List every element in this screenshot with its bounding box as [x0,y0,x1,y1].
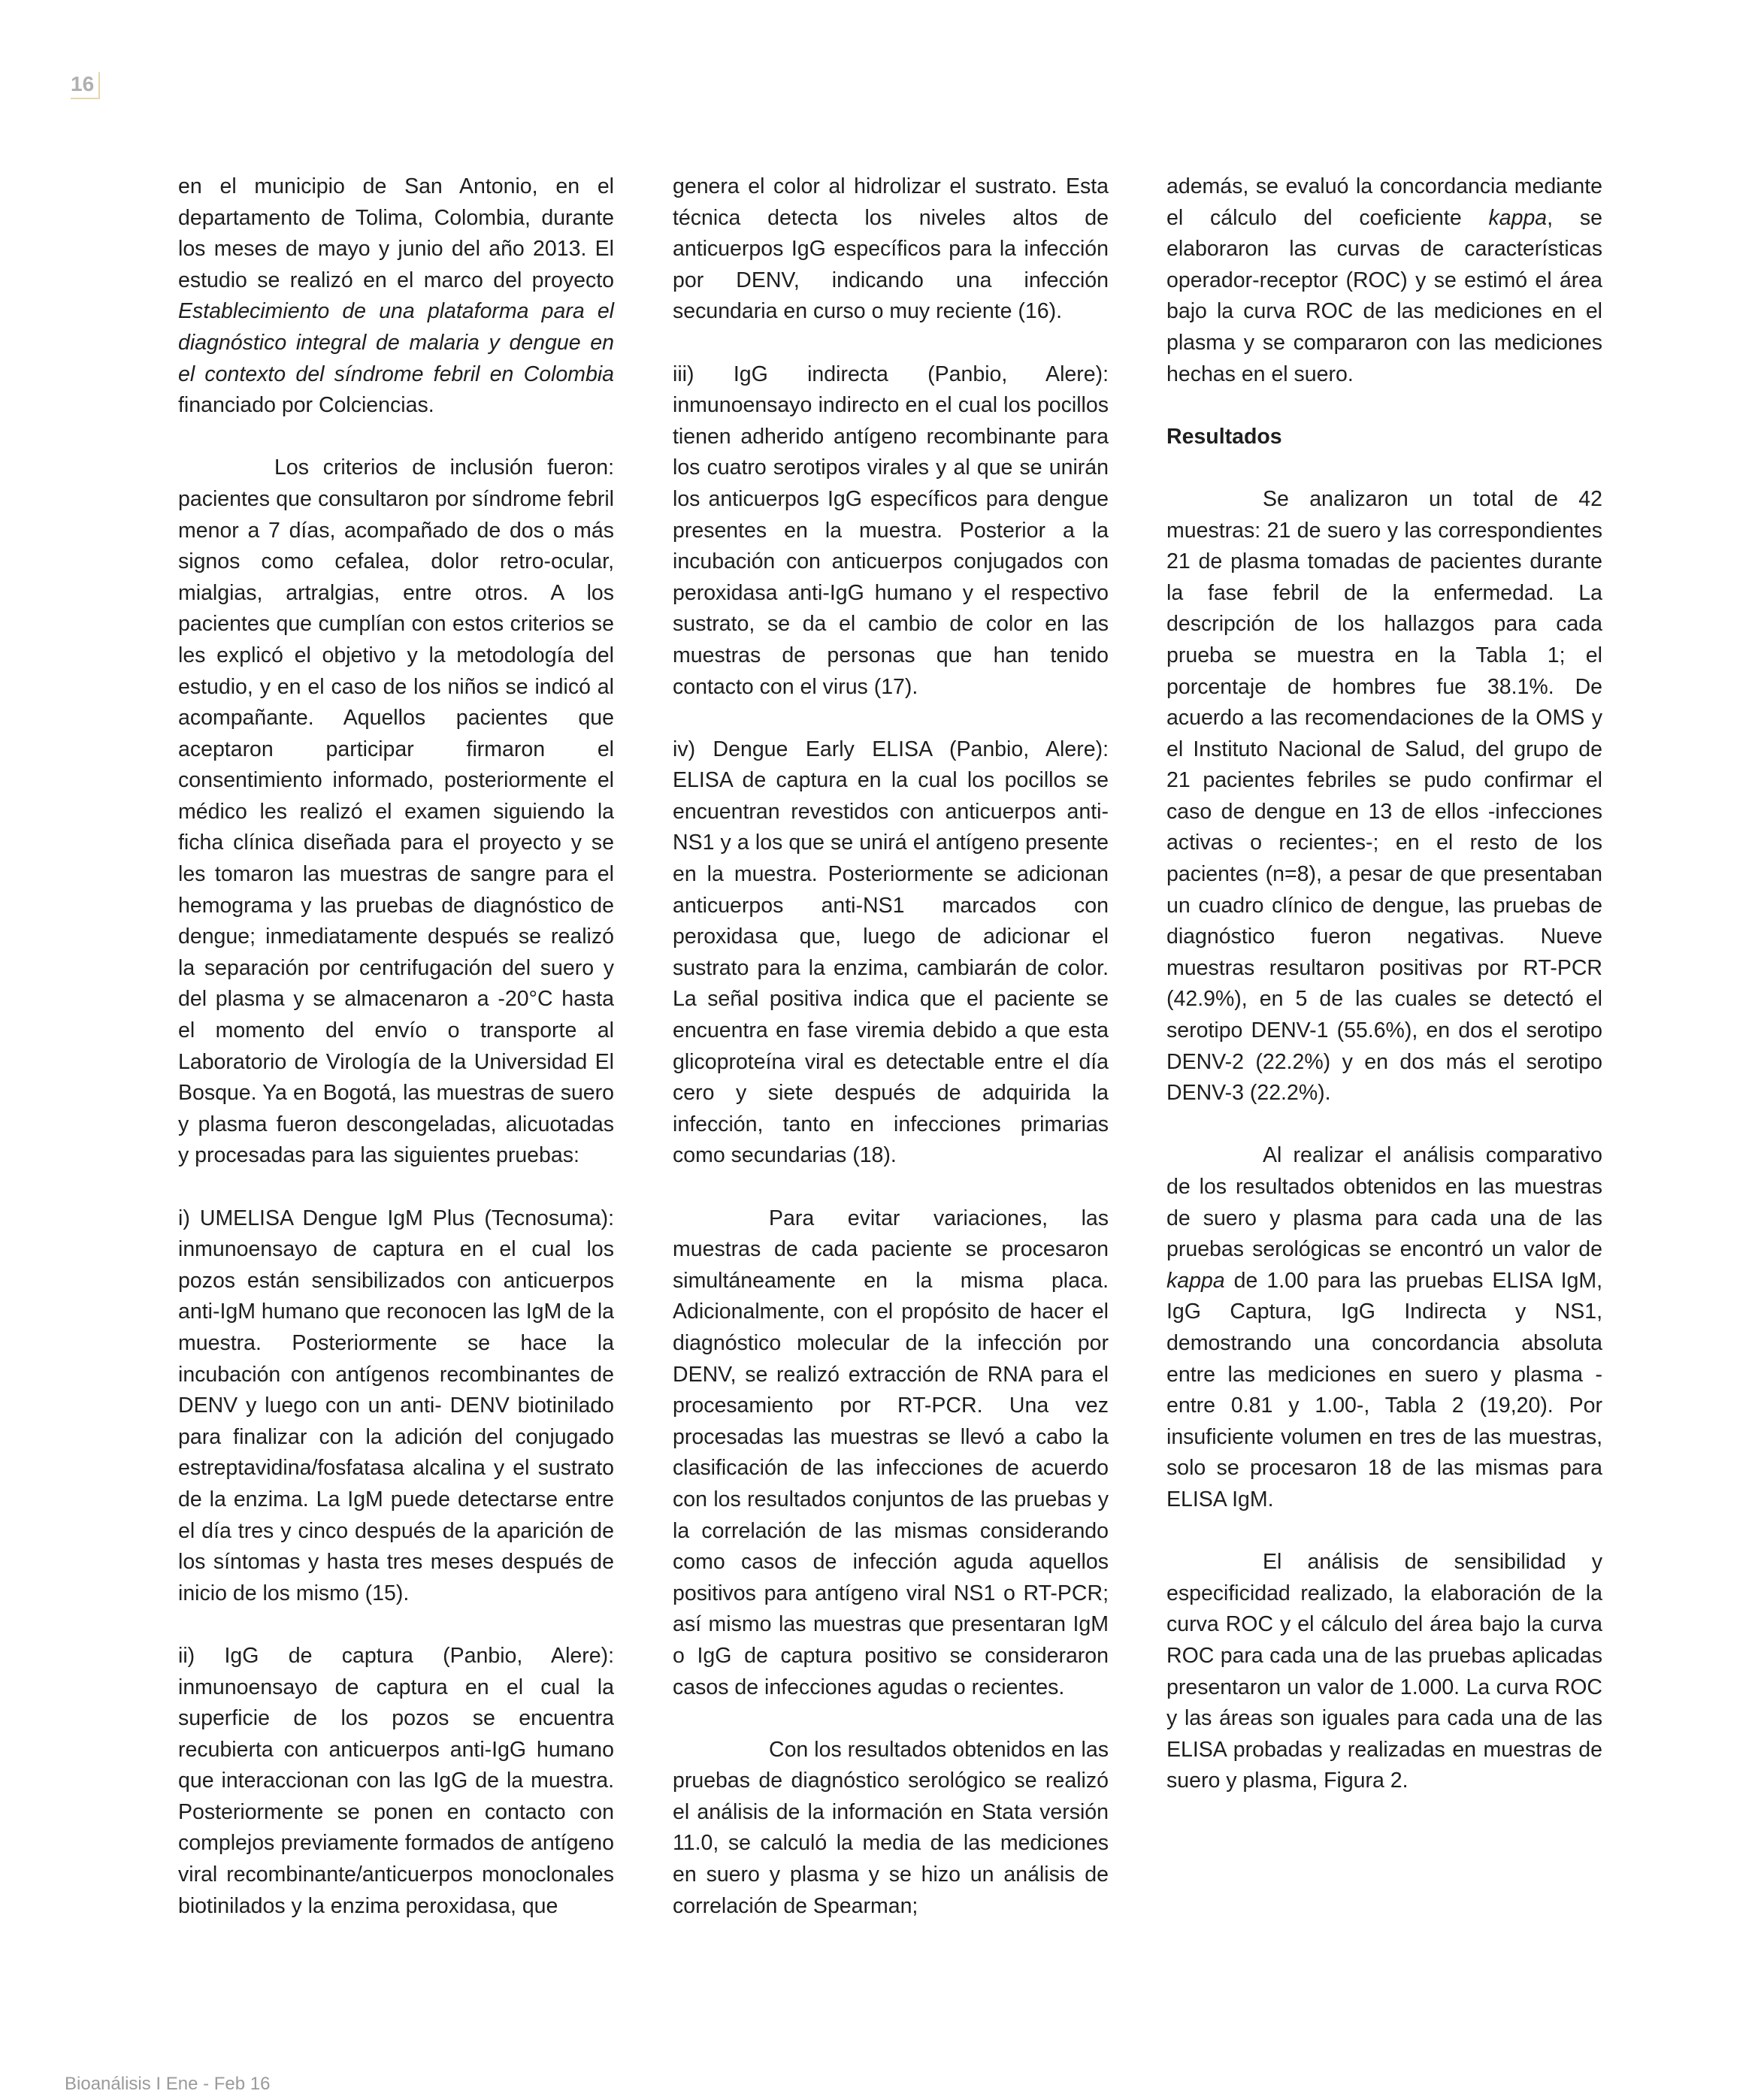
paragraph-analysis: Con los resultados obtenidos en las pruebas de diagnóstico serológico se realizó el análisis de la información en Stata versión 11.0, se calculó la media de las mediciones en suero y plasma y se hizo un análisis de correlación de Spearman; [673,1737,1109,1918]
paragraph-results-summary: Se analizaron un total de 42 muestras: 21 de suero y las correspondientes 21 de plasma tomadas de pacientes durante la fase febril de la enfermedad. La descripción de los hallazgos para cada prueba se muestra en la Tabla 1; el porcentaje de hombres fue 38.1%. De acuerdo a las recomendaciones de la OMS y el Instituto Nacional de Salud, del grupo de 21 pacientes febriles se pudo confirmar el caso de dengue en 13 de ellos -infecciones activas o recientes-; en el resto de los pacientes (n=8), a pesar de que presentaban un cuadro clínico de dengue, las pruebas de diagnóstico fueron negativas. Nueve muestras resultaron positivas por RT-PCR (42.9%), en 5 de las cuales se detectó el serotipo DENV-1 (55.6%), en dos el serotipo DENV-2 (22.2%) y en dos más el serotipo DENV-3 (22.2%). [1166,486,1602,1106]
text-run: en el municipio de San Antonio, en el departamento de Tolima, Colombia, durante los meses de mayo y junio del año 2013. El estudio se realizó en el marco del proyecto [178,174,614,292]
paragraph-dengue-early-elisa: iv) Dengue Early ELISA (Panbio, Alere): ELISA de captura en la cual los pocillos se encuentran revestidos con anticuerpos anti-NS1 y a los que se unirá el antígeno presente en la muestra. Posteriormente se adicionan anticuerpos anti-NS1 marcados con peroxidasa que, luego de adicionar el sustrato para la enzima, cambiarán de color. La señal positiva indica que el paciente se encuentra en fase viremia debido a que esta glicoproteína viral es detectable entre el día cero y siete después de adquirida la infección, tanto en infecciones primarias como secundarias (18). [673,737,1109,1168]
paragraph-study-location [178,171,614,422]
text-column-2 [673,171,1109,1953]
text-run: de 1.00 para las pruebas ELISA IgM, IgG Captura, IgG Indirecta y NS1, demostrando una concordancia absoluta entre las mediciones en suero y plasma -entre 0.81 y 1.00-, Tabla 2 (19,20). Por insuficiente volumen en tres de las muestras, solo se procesaron 18 de las mismas para ELISA IgM. [1166,1268,1602,1511]
text-run: Al realizar el análisis comparativo de los resultados obtenidos en las muestras de suero y plasma para cada una de las pruebas serológicas se encontró un valor de [1166,1143,1602,1262]
kappa-term: kappa [1488,205,1548,230]
paragraph-igg-indirecta: iii) IgG indirecta (Panbio, Alere): inmunoensayo indirecto en el cual los pocillos tienen adherido antígeno recombinante para los cuatro serotipos virales y al que se unirán los anticuerpos IgG específicos para dengue presentes en la muestra. Posterior a la incubación con anticuerpos conjugados con peroxidasa anti-IgG humano y el respectivo sustrato, se da el cambio de color en las muestras de personas que han tenido contacto con el virus (17). [673,362,1109,699]
text-column-3 [1166,171,1602,1828]
project-title: Establecimiento de una plataforma para el diagnóstico integral de malaria y dengue en el contexto del síndrome febril en Colombia [178,299,614,386]
paragraph-comparative-analysis [1166,1140,1602,1515]
paragraph-inclusion-criteria: Los criterios de inclusión fueron: pacientes que consultaron por síndrome febril menor a 7 días, acompañado de dos o más signos como cefalea, dolor retro-ocular, mialgias, artralgias, entre otros. A los pacientes que cumplían con estos criterios se les explicó el objetivo y la metodología del estudio, y en el caso de los niños se indicó al acompañante. Aquellos pacientes que aceptaron participar firmaron el consentimiento informado, posteriormente el médico les realizó el examen siguiendo la ficha clínica diseñada para el proyecto y se les tomaron las muestras de sangre para el hemograma y las pruebas de diagnóstico de dengue; inmediatamente después se realizó la separación por centrifugación del suero y del plasma y se almacenaron a -20°C hasta el momento del envío o transporte al Laboratorio de Virología de la Universidad El Bosque. Ya en Bogotá, las muestras de suero y plasma fueron descongeladas, alicuotadas y procesadas para las siguientes pruebas: [178,455,614,1168]
text-run: , se elaboraron las curvas de características operador-receptor (ROC) y se estimó el área bajo la curva ROC de las mediciones en el plasma y se compararon con las mediciones hechas en el suero. [1166,205,1603,386]
paragraph-sensitivity: El análisis de sensibilidad y especificidad realizado, la elaboración de la curva ROC y el cálculo del área bajo la curva ROC para cada una de las pruebas aplicadas presentaron un valor de 1.000. La curva ROC y las áreas son iguales para cada una de las ELISA probadas y realizadas en muestras de suero y plasma, Figura 2. [1166,1550,1602,1793]
page-footer: Bioanálisis I Ene - Feb 16 [65,2074,271,2094]
paragraph-igg-captura-cont: genera el color al hidrolizar el sustrato. Esta técnica detecta los niveles altos de anticuerpos IgG específicos para la infección por DENV, indicando una infección secundaria en curso o muy reciente (16). [673,174,1109,324]
paragraph-igg-captura: ii) IgG de captura (Panbio, Alere): inmunoensayo de captura en el cual la superficie de los pozos se encuentra recubierta con anticuerpos anti-IgG humano que interaccionan con las IgG de la muestra. Posteriormente se ponen en contacto con complejos previamente formados de antígeno viral recombinante/anticuerpos monoclonales biotinilados y la enzima peroxidasa, que [178,1643,614,1918]
paragraph-variations: Para evitar variaciones, las muestras de cada paciente se procesaron simultáneamente en la misma placa. Adicionalmente, con el propósito de hacer el diagnóstico molecular de la infección por DENV, se realizó extracción de RNA para el procesamiento por RT-PCR. Una vez procesadas las muestras se llevó a cabo la clasificación de las infecciones de acuerdo con los resultados conjuntos de las pruebas y la correlación de las mismas considerando como casos de infección aguda aquellos positivos para antígeno viral NS1 o RT-PCR; así mismo las muestras que presentaran IgM o IgG de captura positivo se consideraron casos de infecciones agudas o recientes. [673,1206,1109,1699]
text-run: además, se evaluó la concordancia mediante el cálculo del coeficiente [1166,174,1602,230]
page-number: 16 [71,72,100,99]
paragraph-analysis-cont [1166,171,1602,390]
paragraph-umelisa: i) UMELISA Dengue IgM Plus (Tecnosuma): inmunoensayo de captura en el cual los pozos están sensibilizados con anticuerpos anti-IgM humano que reconocen las IgM de la muestra. Posteriormente se hace la incubación con antígenos recombinantes de DENV y luego con un anti- DENV biotinilado para finalizar con la adición del conjugado estreptavidina/fosfatasa alcalina y el sustrato de la enzima. La IgM puede detectarse entre el día tres y cinco después de la aparición de los síntomas y hasta tres meses después de inicio de los mismo (15). [178,1206,614,1605]
text-run: financiado por Colciencias. [178,393,434,418]
section-heading-resultados: Resultados [1166,424,1282,449]
text-column-1 [178,171,614,1953]
kappa-term: kappa [1166,1268,1225,1293]
